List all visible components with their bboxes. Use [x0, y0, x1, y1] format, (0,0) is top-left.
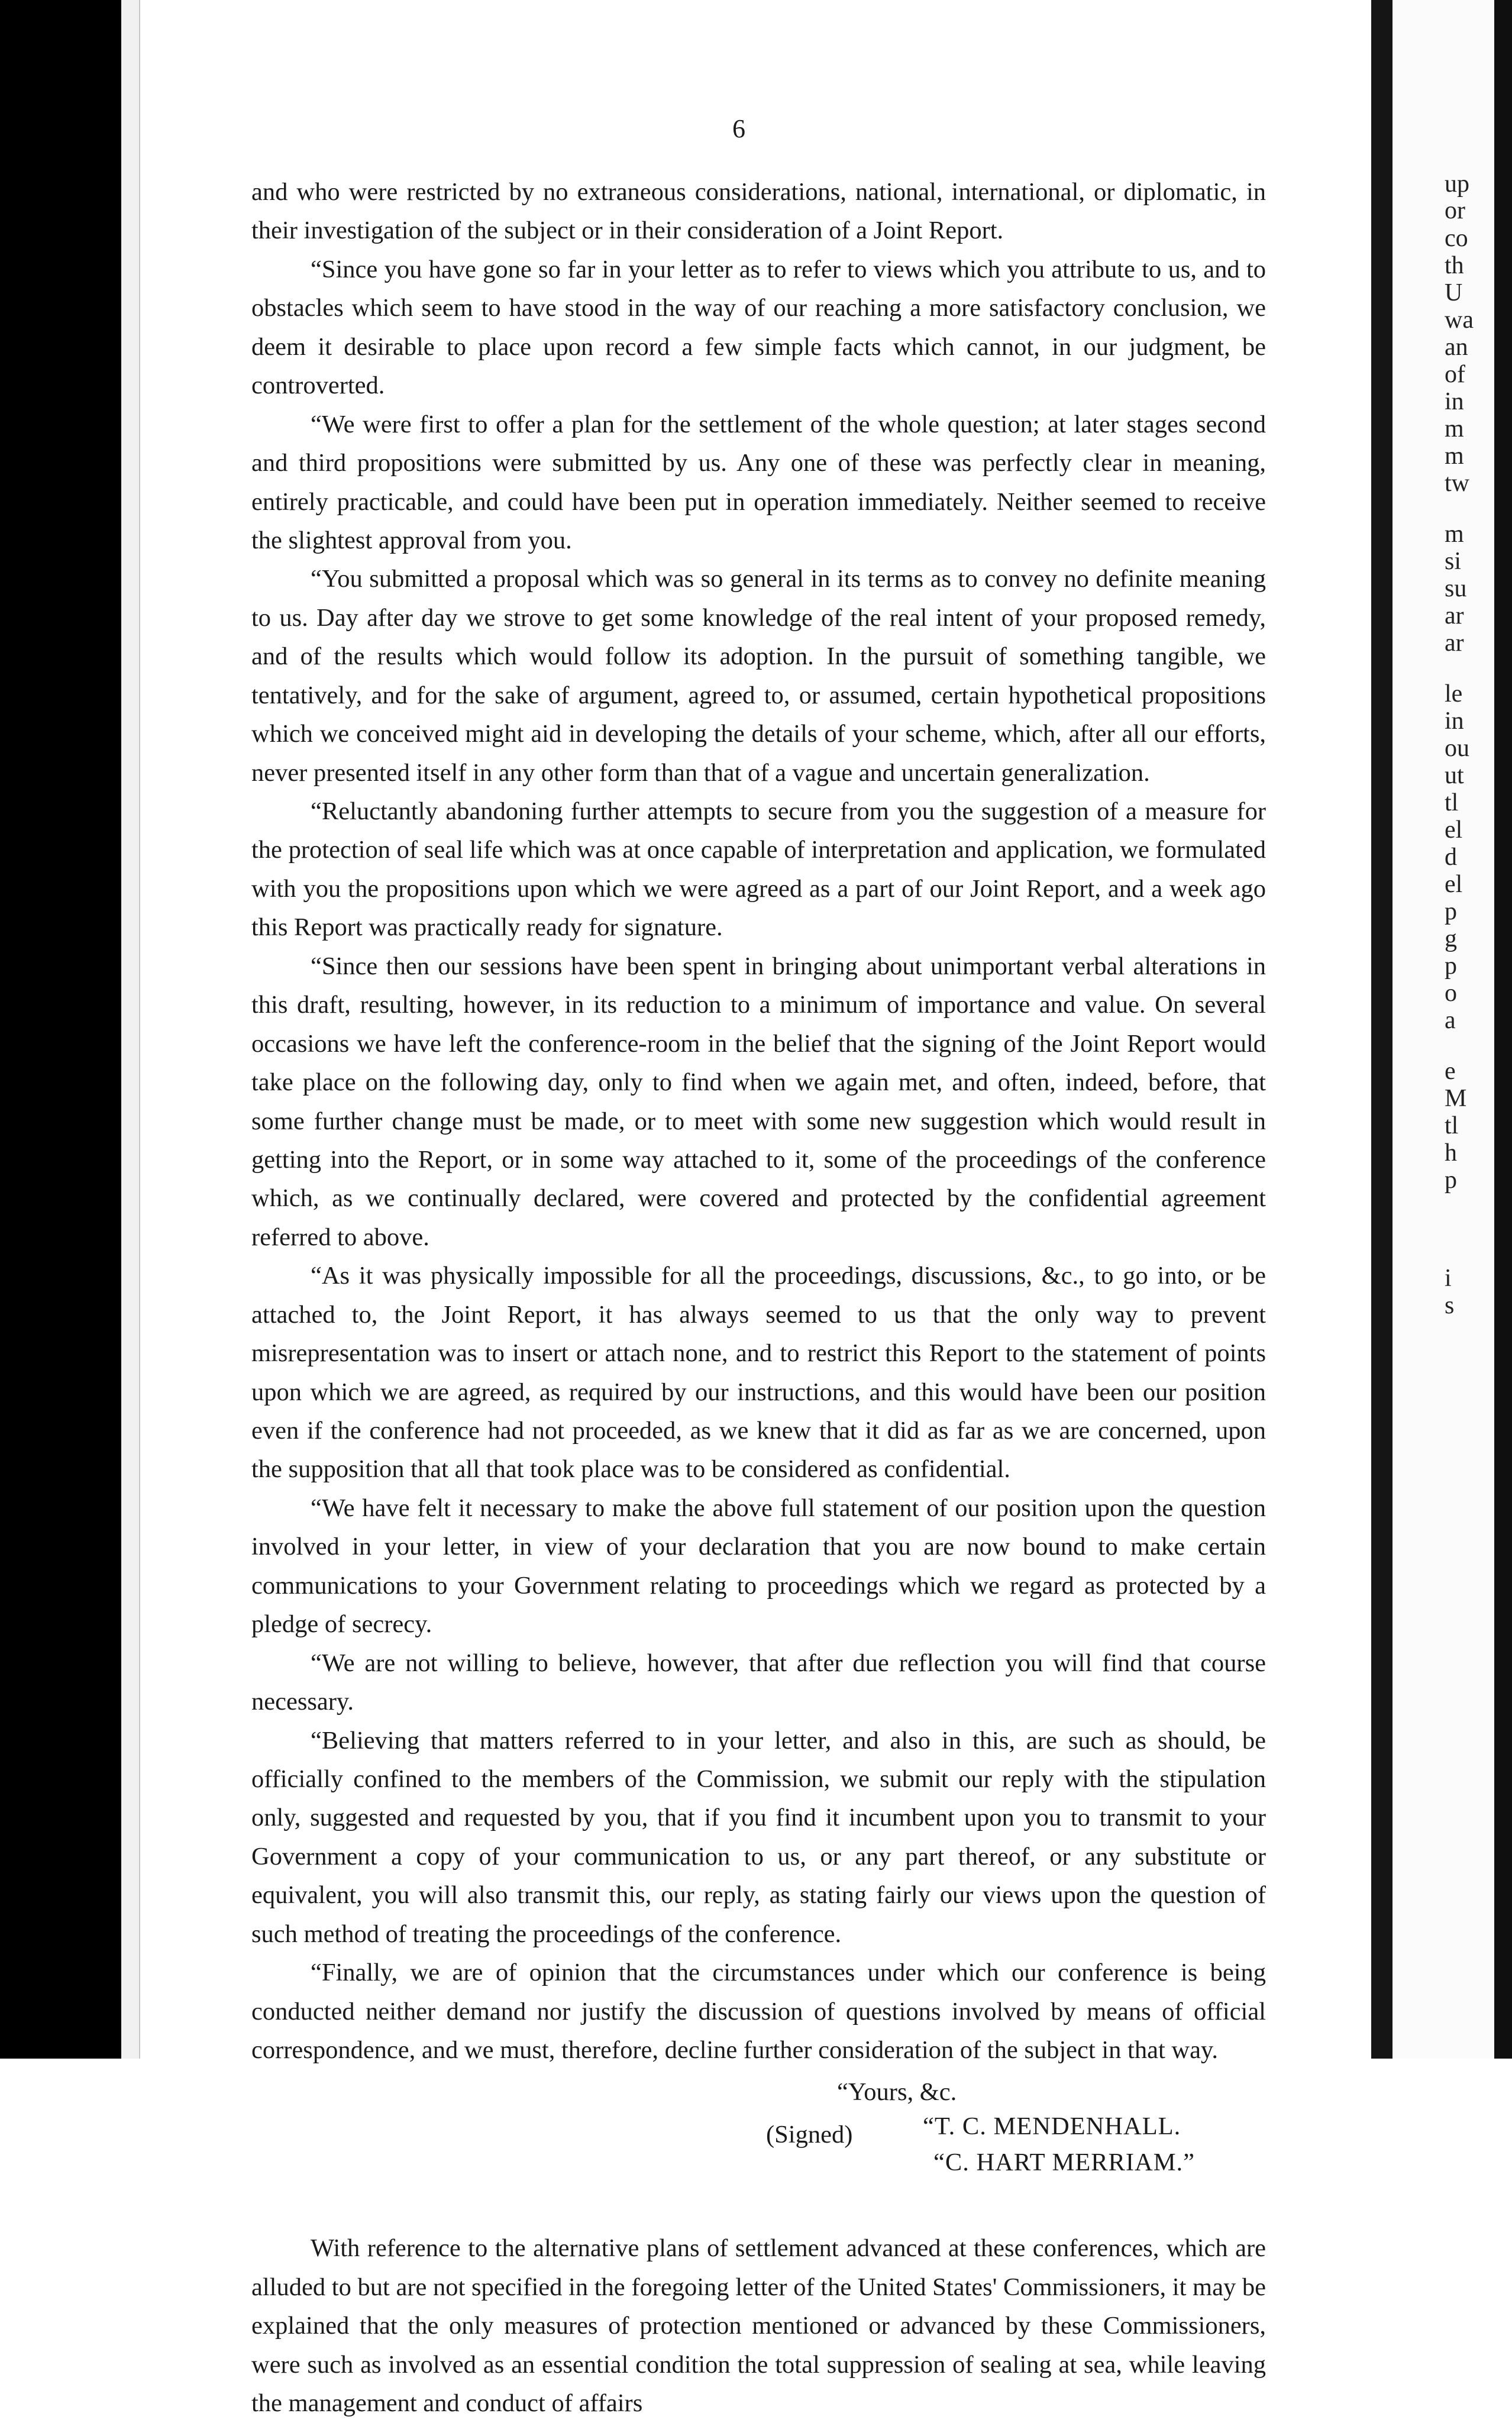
adjacent-page-fragment: in: [1445, 388, 1464, 415]
adjacent-page-fragment: le: [1445, 680, 1463, 707]
page-left-margin: [121, 0, 140, 2059]
adjacent-page-fragment: i: [1445, 1265, 1452, 1292]
letter-paragraph: “Finally, we are of opinion that the circumstances under which our conference is being conducted neither demand nor justify the discussion of questions involved by means of official correspondence, and we must, therefore, decline further consideration of the subject in that way.: [251, 1959, 1266, 2064]
scan-right-border: [1494, 0, 1512, 2059]
adjacent-page-fragment: co: [1445, 225, 1468, 252]
adjacent-page-fragment: M: [1445, 1085, 1467, 1112]
letter-paragraph: “Since you have gone so far in your letter as to refer to views which you attribute to us, and to obstacles which seem to have stood in the way of our reaching a more satisfactory conclusion, we deem it desirable to place upon record a few simple facts which cannot, in our judgment, be controverted.: [251, 255, 1266, 400]
letter-paragraph: and who were restricted by no extraneous considerations, national, international, or diplomatic, in their investigation of the subject or in their consideration of a Joint Report.: [251, 178, 1266, 245]
adjacent-page-fragment: p: [1445, 1167, 1457, 1194]
letter-paragraph: “Since then our sessions have been spent in bringing about unimportant verbal alterations in this draft, resulting, however, in its reduction to a minimum of importance and value. On several occasions we have left the conference-room in the belief that the signing of the Joint Report would take place on the following day, only to find when we again met, and often, indeed, before, that some further change must be made, or to meet with some new suggestion which would result in getting into the Report, or in some way attached to it, some of the proceedings of the conference which, as we continually declared, were covered and protected by the confidential agreement referred to above.: [251, 952, 1266, 1251]
adjacent-page-fragment: in: [1445, 707, 1464, 735]
adjacent-page-fragment: tl: [1445, 789, 1459, 816]
signer-name: “T. C. MENDENHALL.: [923, 2112, 1181, 2141]
letter-paragraph: “We were first to offer a plan for the settlement of the whole question; at later stages second and third propositions were submitted by us. Any one of these was perfectly clear in meaning, entirely practicable, and could have been put in operation immediately. Neither seemed to receive the slightest approval from you.: [251, 410, 1266, 554]
adjacent-page-fragment: up: [1445, 170, 1469, 198]
letter-signoff: [251, 2069, 1266, 2182]
adjacent-page-fragment: h: [1445, 1139, 1457, 1167]
adjacent-page-fragment: p: [1445, 898, 1457, 925]
page-number: 6: [732, 114, 745, 143]
signed-label: (Signed): [766, 2121, 853, 2149]
adjacent-page-fragment: th: [1445, 252, 1464, 279]
letter-paragraph: “Believing that matters referred to in your letter, and also in this, are such as should, be officially confined to the members of the Commission, we submit our reply with the stipulation only, suggested and requested by you, that if you find it incumbent upon you to transmit to your Government a copy of your communication to us, or any part thereof, or any substitute or equivalent, you will also transmit this, our reply, as stating fairly our views upon the question of such method of treating the proceedings of the conference.: [251, 1726, 1266, 1948]
adjacent-page-fragment: tw: [1445, 470, 1469, 497]
scan-left-border: [0, 0, 121, 2059]
adjacent-page-fragment: o: [1445, 980, 1457, 1007]
adjacent-page-fragment: p: [1445, 952, 1457, 980]
adjacent-page-fragment: m: [1445, 415, 1464, 442]
adjacent-page-fragment: a: [1445, 1007, 1456, 1034]
adjacent-page-fragment: ar: [1445, 602, 1464, 629]
adjacent-page-fragment: m: [1445, 521, 1464, 548]
adjacent-page-fragment: ou: [1445, 735, 1469, 762]
letter-paragraph: “As it was physically impossible for all the proceedings, discussions, &c., to go into, or be attached to, the Joint Report, it has always seemed to us that the only way to prevent misrepresentation was to insert or attach none, and to restrict this Report to the statement of points upon which we are agreed, as required by our instructions, and this would have been our position even if the conference had not proceeded, as we knew that it did as far as we are concerned, upon the supposition that all that took place was to be considered as confidential.: [251, 1262, 1266, 1484]
closing-salutation: “Yours, &c.: [837, 2078, 957, 2107]
adjacent-page-fragment: el: [1445, 871, 1463, 898]
letter-paragraph: “We have felt it necessary to make the above full statement of our position upon the question involved in your letter, in view of your declaration that you are now bound to make certain communications to your Government relating to proceedings which we regard as protected by a pledge of secrecy.: [251, 1494, 1266, 1639]
adjacent-page-fragment: m: [1445, 442, 1464, 470]
adjacent-page-fragment: si: [1445, 548, 1462, 575]
letter-paragraph: “We are not willing to believe, however, that after due reflection you will find that course necessary.: [251, 1649, 1266, 1716]
adjacent-page-fragment: e: [1445, 1058, 1456, 1085]
adjacent-page-fragment: of: [1445, 361, 1465, 388]
adjacent-page-fragment: g: [1445, 925, 1457, 952]
letter-paragraph: “You submitted a proposal which was so general in its terms as to convey no definite meaning to us. Day after day we strove to get some knowledge of the real intent of your proposed remedy, and of the results which would follow its adoption. In the pursuit of something tangible, we tentatively, and for the sake of argument, agreed to, or assumed, certain hypothetical propositions which we conceived might aid in developing the details of your scheme, which, after all our efforts, never presented itself in any other form than that of a vague and uncertain generalization.: [251, 565, 1266, 787]
commentary-paragraph: With reference to the alternative plans of settlement advanced at these conferences, which are alluded to but are not specified in the foregoing letter of the United States' Commissioners, it may be explained that the only measures of protection mentioned or advanced by these Commissioners, were such as involved as an essential condition the total suppression of sealing at sea, while leaving the management and conduct of affairs: [251, 2234, 1266, 2418]
adjacent-page-fragment: tl: [1445, 1112, 1459, 1139]
page-gutter: [1371, 0, 1393, 2059]
adjacent-page-fragment: ut: [1445, 762, 1464, 789]
adjacent-page-fragment: wa: [1445, 306, 1474, 334]
adjacent-page-fragment: su: [1445, 575, 1467, 602]
adjacent-page-fragment: s: [1445, 1292, 1455, 1319]
letter-paragraph: “Reluctantly abandoning further attempts to secure from you the suggestion of a measure for the protection of seal life which was at once capable of interpretation and application, we formulated with you the propositions upon which we were agreed as a part of our Joint Report, and a week ago this Report was practically ready for signature.: [251, 797, 1266, 942]
adjacent-page-fragment: ar: [1445, 629, 1464, 657]
adjacent-page-fragment: el: [1445, 816, 1463, 844]
page-body: [251, 173, 1266, 2423]
adjacent-page-fragment: d: [1445, 844, 1457, 871]
adjacent-page: [1393, 0, 1512, 2059]
adjacent-page-fragment: or: [1445, 197, 1465, 224]
signer-name: “C. HART MERRIAM.”: [933, 2149, 1196, 2177]
adjacent-page-fragment: an: [1445, 334, 1468, 361]
adjacent-page-fragment: U: [1445, 279, 1463, 306]
